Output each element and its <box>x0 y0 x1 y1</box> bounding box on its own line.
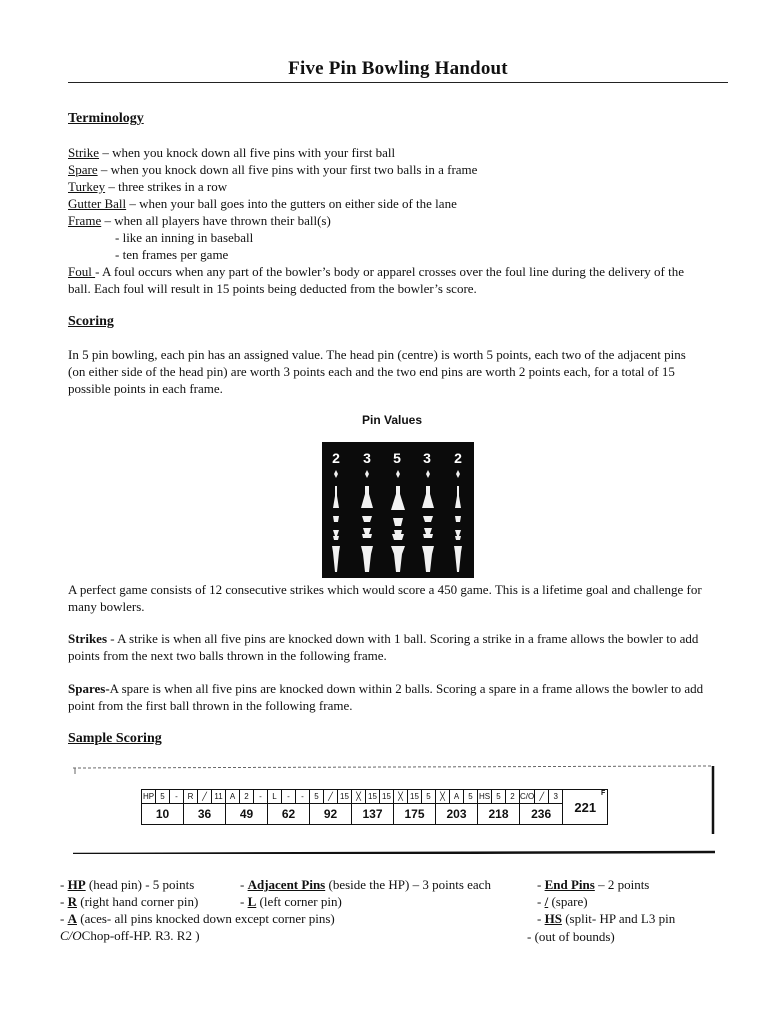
pin-value: 3 <box>363 450 371 466</box>
legend-a: - A (aces- all pins knocked down except corner pins) <box>60 911 335 926</box>
pin-values-label: Pin Values <box>362 413 423 427</box>
ball-cell: 15 <box>366 790 380 804</box>
frame-total: 36 <box>184 804 226 825</box>
terminology-heading: Terminology <box>68 111 144 126</box>
term-label: Turkey <box>68 179 106 194</box>
ball-cell: A <box>226 790 240 804</box>
pin-value: 3 <box>423 450 431 466</box>
legend-label: R <box>67 894 77 909</box>
frame-sub-1: - like an inning in baseball <box>115 230 254 245</box>
legend-label: / <box>544 894 549 909</box>
legend-hp: - HP (head pin) - 5 points <box>60 877 195 892</box>
term-label: Frame <box>68 213 102 228</box>
ball-cell: HP <box>142 790 156 804</box>
scoring-intro: In 5 pin bowling, each pin has an assigned value. The head pin (centre) is worth 5 points, each two of the adjacent pins (on either side of the head pin) are worth 3 points each and the two end pins are worth 2 points each, for a total of 15 possible points in each frame. <box>68 347 686 396</box>
frame-total: 92 <box>310 804 352 825</box>
pin-values-image <box>322 442 474 578</box>
legend-l: - L (left corner pin) <box>240 894 342 909</box>
strikes-label: Strikes <box>68 631 107 646</box>
balls-row <box>142 790 608 804</box>
ball-cell: 15 <box>408 790 422 804</box>
strikes-paragraph <box>68 630 704 664</box>
ball-cell: A <box>450 790 464 804</box>
term-foul <box>68 263 704 297</box>
term-gutter-ball <box>68 195 704 212</box>
ball-cell: - <box>170 790 184 804</box>
frame-sub-2: - ten frames per game <box>115 247 229 262</box>
ball-cell: 5 <box>156 790 170 804</box>
frame-total: 218 <box>478 804 520 825</box>
strikes-text: - A strike is when all five pins are knocked down with 1 ball. Scoring a strike in a frame allows the bowler to add points from the next two balls thrown in the following frame. <box>68 631 699 663</box>
ball-cell: ╳ <box>352 790 366 804</box>
page-title: Five Pin Bowling Handout <box>288 58 508 79</box>
final-total: 221 <box>574 799 597 815</box>
ball-cell: 11 <box>212 790 226 804</box>
legend-label: L <box>247 894 257 909</box>
legend-co <box>60 927 200 944</box>
ball-cell: 2 <box>506 790 520 804</box>
term-label: Spare <box>68 162 98 177</box>
ball-cell: ╱ <box>324 790 338 804</box>
title-wrap <box>68 58 728 80</box>
frame-total: 137 <box>352 804 394 825</box>
bowling-pins-icon <box>322 442 474 578</box>
title-rule <box>68 82 728 83</box>
legend-spare: - / (spare) <box>537 894 588 909</box>
spares-label: Spares- <box>68 681 110 696</box>
term-def: – when you knock down all five pins with your first two balls in a frame <box>97 162 478 177</box>
term-def: – when you knock down all five pins with your first ball <box>99 145 396 160</box>
final-mark: F <box>600 790 606 797</box>
legend-hs: - HS (split- HP and L3 pin <box>537 911 676 926</box>
ball-cell: - <box>296 790 310 804</box>
legend-label: HP <box>67 877 86 892</box>
legend-text: (left corner pin) <box>256 894 342 909</box>
frame-total: 49 <box>226 804 268 825</box>
term-turkey <box>68 178 704 195</box>
ball-cell: 15 <box>338 790 352 804</box>
ball-cell: 3 <box>549 790 563 804</box>
frame-total: 203 <box>436 804 478 825</box>
ball-cell: - <box>282 790 296 804</box>
term-strike <box>68 144 704 161</box>
term-def: – three strikes in a row <box>105 179 228 194</box>
legend-text: (head pin) - 5 points <box>85 877 195 892</box>
spares-text: A spare is when all five pins are knocked down within 2 balls. Scoring a spare in a frame allows the bowler to add point from the first ball thrown in the following frame. <box>68 681 704 713</box>
term-label: Gutter Ball <box>68 196 127 211</box>
legend-text: (split- HP and L3 pin <box>561 911 676 926</box>
ball-cell: ╱ <box>535 790 549 804</box>
pin-value: 5 <box>393 450 401 466</box>
legend-text: (spare) <box>548 894 588 909</box>
ball-cell: 5 <box>492 790 506 804</box>
spares-paragraph <box>68 680 704 714</box>
scoring-heading: Scoring <box>68 314 114 329</box>
term-def: – when your ball goes into the gutters on either side of the lane <box>126 196 457 211</box>
ball-cell: 5 <box>464 790 478 804</box>
term-label: Strike <box>68 145 100 160</box>
ball-cell: 2 <box>240 790 254 804</box>
term-def: – when all players have thrown their ball(s) <box>101 213 331 228</box>
ball-cell: ╳ <box>436 790 450 804</box>
legend-text: Chop-off-HP. R3. R2 ) <box>81 928 200 943</box>
legend-text: (right hand corner pin) <box>76 894 199 909</box>
term-def: - A foul occurs when any part of the bowler’s body or apparel crosses over the foul line during the delivery of the ball. Each foul will result in 15 points being deducted from the bowler’s score. <box>68 264 685 296</box>
legend-label: End Pins <box>544 877 595 892</box>
totals-row <box>142 804 608 825</box>
legend-label: HS <box>544 911 562 926</box>
ball-cell: - <box>254 790 268 804</box>
ball-cell: L <box>268 790 282 804</box>
legend-label: Adjacent Pins <box>247 877 326 892</box>
legend-label: C/O <box>60 928 82 943</box>
sample-scoring-heading: Sample Scoring <box>68 731 162 746</box>
ball-cell: 5 <box>310 790 324 804</box>
legend-oob: - (out of bounds) <box>527 929 615 944</box>
legend-adjacent: - Adjacent Pins (beside the HP) – 3 points each <box>240 877 491 892</box>
ball-cell: 15 <box>380 790 394 804</box>
ball-cell: 5 <box>422 790 436 804</box>
frame-total: 62 <box>268 804 310 825</box>
ball-cell: ╳ <box>394 790 408 804</box>
ball-cell: ╱ <box>198 790 212 804</box>
term-frame <box>68 212 704 229</box>
ball-cell: HS <box>478 790 492 804</box>
frame-total: 175 <box>394 804 436 825</box>
frame-total: 236 <box>520 804 563 825</box>
legend-label: A <box>67 911 77 926</box>
frame-total: 10 <box>142 804 184 825</box>
legend-text: (aces- all pins knocked down except corner pins) <box>76 911 335 926</box>
sample-score-table <box>141 789 608 825</box>
ball-cell: C/O <box>520 790 535 804</box>
legend-text: (beside the HP) – 3 points each <box>325 877 491 892</box>
final-total-cell <box>563 790 608 825</box>
legend-text: – 2 points <box>594 877 650 892</box>
pin-value: 2 <box>332 450 340 466</box>
pin-value: 2 <box>454 450 462 466</box>
perfect-game-text: A perfect game consists of 12 consecutive strikes which would score a 450 game. This is a lifetime goal and challenge for many bowlers. <box>68 582 702 614</box>
ball-cell: R <box>184 790 198 804</box>
legend-r: - R (right hand corner pin) <box>60 894 199 909</box>
term-label: Foul <box>68 264 96 279</box>
term-spare <box>68 161 704 178</box>
legend-end-pins: - End Pins – 2 points <box>537 877 650 892</box>
